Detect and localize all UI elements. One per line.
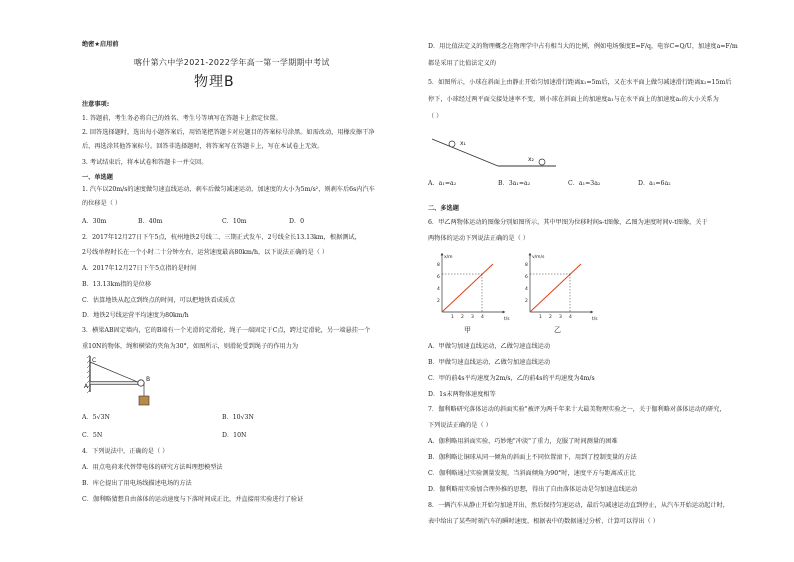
q6-option-a: A．甲做匀加速直线运动，乙做匀速直线运动 bbox=[428, 343, 551, 350]
q2-stem: 2．2017年12月27日下午5点，杭州地铁2号线二、三期正式发车，2号线全长13.13km，根据测试， bbox=[82, 234, 361, 241]
graph-jia-xtick: 1 bbox=[451, 315, 454, 320]
graph-jia bbox=[432, 250, 516, 336]
subject-title: 物理B bbox=[194, 74, 235, 90]
label-c: C bbox=[92, 357, 97, 364]
label-x1: x₁ bbox=[460, 140, 466, 147]
label-a: A bbox=[84, 383, 89, 390]
q1-option-a: A．30m bbox=[82, 218, 107, 225]
q3-option-a: A．5√3N bbox=[82, 414, 110, 421]
graph-yi-xtick: 2 bbox=[549, 315, 552, 320]
q7-stem: 下列说法正确的是（ ） bbox=[428, 422, 492, 429]
q1-stem: 1. 汽车以20m/s的速度做匀速直线运动，刹车后做匀减速运动，加速度的大小为5m/s²，则刹车后6s内汽车 bbox=[82, 186, 375, 193]
q2-option-b: B．13.13km指的是位移 bbox=[82, 281, 152, 288]
graph-jia-caption: 甲 bbox=[464, 326, 471, 334]
graph-yi-ytick: 8 bbox=[525, 263, 528, 268]
right-column bbox=[428, 0, 788, 562]
graph-jia-ytick: 2 bbox=[437, 299, 440, 304]
graph-jia-xtick: 2 bbox=[461, 315, 464, 320]
section-single-choice: 一、单选题 bbox=[82, 174, 113, 181]
q5-stem: 停下，小球经过两平面交接处速率不变，则小球在斜面上的加速度a₁与在水平面上的加速度a₂的大小关系为 bbox=[428, 96, 719, 103]
q2-option-d: D．地铁2号线运营平均速度为80km/h bbox=[82, 312, 189, 319]
label-b: B bbox=[146, 376, 151, 383]
incline-figure bbox=[428, 133, 558, 173]
q6-option-b: B．甲做匀速直线运动，乙做匀加速直线运动 bbox=[428, 359, 551, 366]
graph-jia-ytick: 6 bbox=[437, 275, 440, 280]
q3-option-d: D．10N bbox=[222, 432, 247, 439]
q7-option-b: B．伽利略让铜球从同一倾角的斜面上不同位置滚下，用到了控制变量的方法 bbox=[428, 454, 637, 461]
q5-stem: （ ） bbox=[428, 113, 443, 120]
graph-yi-xlabel: t/s bbox=[592, 317, 598, 322]
q2-option-a: A．2017年12月27日下午5点指的是时间 bbox=[82, 265, 197, 272]
q8-stem: 8．一辆汽车从静止开始匀加速开出，然后保持匀速运动，最后匀减速运动直到停止，从汽车开始运动起计时， bbox=[428, 502, 729, 509]
q1-option-c: C．10m bbox=[222, 218, 247, 225]
graph-jia-xtick: 3 bbox=[471, 315, 474, 320]
q3-stem: 重10N的物体，绳和横梁的夹角为30°，如图所示，则滑轮受到绳子的作用力为 bbox=[82, 343, 299, 350]
q8-stem: 表中给出了某些时刻汽车的瞬时速度，根据表中的数据通过分析、计算可以得出（ ） bbox=[428, 518, 659, 525]
q6-option-c: C．甲的前4s平均速度为2m/s，乙的前4s的平均速度为4m/s bbox=[428, 375, 595, 382]
graph-yi-xtick: 3 bbox=[559, 315, 562, 320]
q4-option-a: A．用点电荷来代替带电体的研究方法叫理想模型法 bbox=[82, 464, 223, 471]
graph-jia-xlabel: t/s bbox=[504, 317, 510, 322]
left-column bbox=[82, 0, 442, 562]
q7-stem: 7．伽利略研究落体运动的斜面实验"被评为两千年来十大最美物理实验之一，关于伽利略对落体运动的研究， bbox=[428, 406, 726, 413]
q7-option-d: D．伽利略用实验加合理外推的思想，得出了自由落体运动是匀加速直线运动 bbox=[428, 486, 638, 493]
graph-yi bbox=[520, 250, 604, 336]
graph-yi-caption: 乙 bbox=[554, 326, 561, 334]
graph-jia-ytick: 4 bbox=[437, 287, 440, 292]
q4-option-c: C．伽利略猜想自由落体的运动速度与下落时间成正比，并直接用实验进行了验证 bbox=[82, 496, 304, 503]
q4-option-d: D．用比值法定义的物理概念在物理学中占有相当大的比例，例如电场强度E=F/q，电容C=Q/U，加速度a=F/m bbox=[428, 43, 738, 50]
q7-option-a: A．伽利略用斜面实验，巧妙地"冲淡"了重力，克服了时间测量的困难 bbox=[428, 438, 618, 445]
note-item: 2. 回答选择题时，选出每小题答案后，用铅笔把答题卡对应题目的答案标号涂黑。如需改动，用橡皮擦干净 bbox=[82, 129, 375, 136]
notes-heading: 注意事项: bbox=[82, 101, 110, 108]
q7-option-c: C．伽利略通过实验测量发现，当斜面倾角为90°时，速度平方与距离成正比 bbox=[428, 470, 636, 477]
q5-option-a: A．a₁=a₂ bbox=[428, 180, 457, 187]
q1-option-b: B．40m bbox=[138, 218, 163, 225]
q3-option-b: B．10√3N bbox=[222, 414, 254, 421]
graph-jia-xtick: 4 bbox=[481, 315, 484, 320]
graph-yi-ytick: 6 bbox=[525, 275, 528, 280]
graph-yi-xtick: 1 bbox=[539, 315, 542, 320]
q2-option-c: C．估算地铁从起点到终点的时间，可以把地铁看成质点 bbox=[82, 297, 236, 304]
note-item: 后，再选涂其他答案标号。回答非选择题时，将答案写在答题卡上，写在本试卷上无效。 bbox=[82, 143, 324, 150]
q1-option-d: D．0 bbox=[289, 218, 305, 225]
q5-option-c: C．a₁=3a₂ bbox=[568, 180, 601, 187]
note-item: 1. 答题前，考生务必将自己的姓名、考生号等填写在答题卡上指定位置。 bbox=[82, 115, 282, 122]
q3-stem: 3．横梁AB固定墙内，它的B端有一个光滑的定滑轮，绳子一端固定于C点，跨过定滑轮，另一端悬挂一个 bbox=[82, 327, 371, 334]
secret-label: 绝密★启用前 bbox=[82, 41, 119, 48]
q6-option-d: D．1s末两物体速度相等 bbox=[428, 391, 496, 398]
q5-option-b: B．3a₁=a₂ bbox=[498, 180, 531, 187]
q4-option-d-cont: 都是采用了比值法定义的 bbox=[428, 60, 497, 67]
q2-stem: 2号线单程时长在一个小时二十分钟左右，运营速度最高80km/h，以下说法正确的是（ ） bbox=[82, 249, 329, 256]
graph-yi-xtick: 4 bbox=[569, 315, 572, 320]
section-multi-choice: 二、多选题 bbox=[428, 205, 459, 212]
q4-option-b: B．库仑提出了用电场线描述电场的方法 bbox=[82, 480, 192, 487]
q3-option-c: C．5N bbox=[82, 432, 103, 439]
graph-jia-ylabel: x/m bbox=[444, 255, 453, 260]
graph-yi-ylabel: v/m/s bbox=[532, 255, 545, 260]
note-item: 3. 考试结束后，将本试卷和答题卡一并交回。 bbox=[82, 159, 208, 166]
q1-stem: 的位移是（ ） bbox=[82, 200, 122, 207]
q6-stem: 6．甲乙两物体运动的图像分别如图所示，其中甲图为位移时间s-t图像，乙图为速度时间v-t图像，关于 bbox=[428, 219, 708, 226]
q4-stem: 4．下列说法中，正确的是（ ） bbox=[82, 448, 169, 455]
label-x2: x₂ bbox=[528, 156, 534, 163]
q5-option-d: D．a₁=6a₂ bbox=[638, 180, 671, 187]
q6-stem: 两物体的运动下列说法正确的是（ ） bbox=[428, 235, 529, 242]
graph-yi-ytick: 2 bbox=[525, 299, 528, 304]
q5-stem: 5．如图所示，小球在斜面上由静止开始匀加速滑行距离x₁=5m后，又在水平面上做匀减速滑行距离x₂=15m后 bbox=[428, 79, 732, 86]
graph-jia-ytick: 8 bbox=[437, 263, 440, 268]
graph-yi-ytick: 4 bbox=[525, 287, 528, 292]
exam-title: 喀什第六中学2021-2022学年高一第一学期期中考试 bbox=[134, 58, 330, 67]
pulley-figure bbox=[84, 354, 158, 408]
